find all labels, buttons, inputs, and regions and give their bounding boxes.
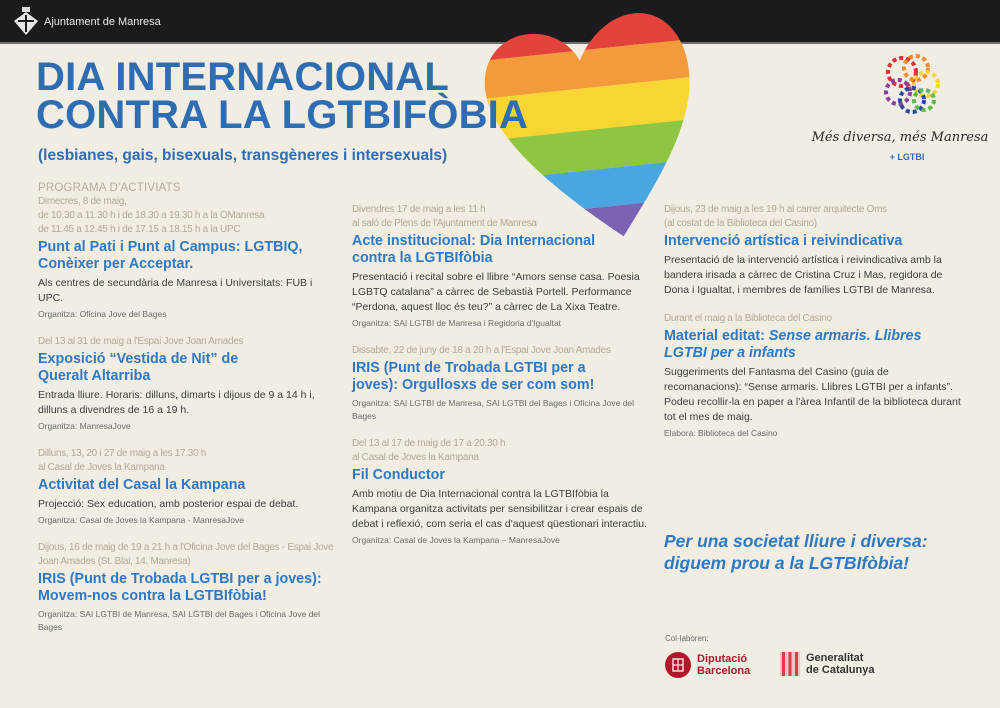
partner-generalitat	[780, 652, 874, 676]
program-column-3	[664, 203, 964, 454]
event-item	[352, 344, 652, 423]
event-date: Dissabte, 22 de juny de 18 a 20 h a l'Espai Jove Joan Amades	[352, 345, 611, 356]
event-organizer: Organitza: Casal de Joves la Kampana – ManresaJove	[352, 535, 560, 545]
collaborators-label: Col·laboren:	[665, 634, 709, 643]
event-date: Del 13 al 31 de maig a l'Espai Jove Joan Amades	[38, 336, 244, 347]
event-description: Presentació de la intervenció artística i reivindicativa amb la bandera irisada a càrrec de Cristina Cruz i Mas, regidora de Dona i Igualtat, i membres de famílies LGTBI de Manresa.	[664, 254, 943, 296]
motto	[664, 530, 984, 574]
event-title: Punt al Pati i Punt al Campus: LGTBIQ, Conèixer per Acceptar.	[38, 239, 303, 272]
event-date: Dijous, 23 de maig a les 19 h al carrer arquitecte Oms	[664, 204, 887, 215]
event-organizer: Organitza: Oficina Jove del Bages	[38, 309, 167, 319]
partner-name-line: Diputació	[697, 653, 748, 665]
motto-line-1: Per una societat lliure i diversa:	[664, 531, 928, 551]
partner-name	[697, 653, 750, 677]
event-date: Durant el maig a la Biblioteca del Casino	[664, 313, 832, 324]
event-title-italic: Sense armaris. Llibres LGTBI per a infants	[664, 328, 922, 361]
page-title	[36, 55, 529, 137]
event-item	[38, 195, 338, 321]
event-title	[664, 328, 964, 362]
brand-tag: + LGTBI	[889, 152, 925, 162]
event-organizer: Organitza: SAI LGTBI de Manresa, SAI LGTBI del Bages i Oficina Jove del Bages	[38, 609, 321, 632]
event-item	[664, 312, 964, 440]
event-description: Als centres de secundària de Manresa i Universitats: FUB i UPC.	[38, 277, 313, 304]
event-item	[38, 541, 338, 634]
event-organizer: Organitza: SAI LGTBI de Manresa, SAI LGTBI del Bages i Oficina Jove del Bages	[352, 398, 635, 421]
event-description: Presentació i recital sobre el llibre “Amors sense casa. Poesia LGBTQ catalana” a càrrec de Sebastià Portell. Performance “Perdona, aquest lloc és teu?” a càrrec de La Xixa Teatre.	[352, 271, 640, 313]
partner-diputacio	[665, 652, 750, 678]
event-organizer: Organitza: Casal de Joves la Kampana - ManresaJove	[38, 515, 244, 525]
page-subtitle: (lesbianes, gais, bisexuals, transgèneres i intersexuals)	[38, 147, 448, 164]
partner-name-line: de Catalunya	[806, 664, 875, 676]
event-location: al Casal de Joves la Kampana	[352, 452, 479, 463]
event-title: Intervenció artística i reivindicativa	[664, 233, 903, 249]
event-description: Entrada lliure. Horaris: dilluns, dimarts i dijous de 9 a 14 h i, dilluns a divendres de 16 a 19 h.	[38, 389, 315, 416]
motto-line-2: diguem prou a la LGTBIfòbia!	[664, 553, 909, 573]
senyera-icon	[780, 652, 800, 676]
diputacio-seal-icon	[665, 652, 691, 678]
event-date: Dijous, 16 de maig de 19 a 21 h a l'Oficina Jove del Bages - Espai Jove Joan Amades (St. Blai, 14. Manresa)	[38, 542, 334, 567]
diversity-flower-icon	[832, 48, 982, 133]
title-line-2: CONTRA LA LGTBIFÒBIA	[36, 93, 529, 137]
event-description: Projecció: Sex education, amb posterior espai de debat.	[38, 498, 299, 510]
event-item	[38, 335, 338, 433]
event-location: (al costat de la Biblioteca del Casino)	[664, 218, 817, 229]
event-organizer: Elabora: Biblioteca del Casino	[664, 428, 778, 438]
brand-slogan: Més diversa, més Manresa	[811, 130, 989, 145]
event-description: Suggeriments del Fantasma del Casino (guia de recomanacions): “Sense armaris. Llibres LGTBI per a infants”. Podeu recollir-la en paper a l'àrea Infantil de la biblioteca durant tot el mes de maig.	[664, 366, 961, 423]
event-title: Exposició “Vestida de Nit” de Queralt Altarriba	[38, 351, 239, 384]
event-time: de 10.30 a 11.30 h i de 18.30 a 19.30 h a la OManresa	[38, 210, 265, 221]
brand-logo	[811, 48, 989, 168]
event-item	[352, 437, 652, 547]
event-title: Acte institucional: Dia Internacional contra la LGTBIfòbia	[352, 233, 596, 266]
event-date: Dilluns, 13, 20 i 27 de maig a les 17.30 h	[38, 448, 207, 459]
partner-name-line: Barcelona	[697, 665, 751, 677]
event-title: Fil Conductor	[352, 467, 445, 483]
title-line-1: DIA INTERNACIONAL	[36, 55, 450, 99]
event-location: al saló de Plens de l'Ajuntament de Manresa	[352, 218, 537, 229]
partner-name	[806, 652, 874, 676]
event-organizer: Organitza: SAI LGTBI de Manresa i Regidoria d'Igualtat	[352, 318, 562, 328]
event-date: Del 13 al 17 de maig de 17 a 20.30 h	[352, 438, 506, 449]
partner-name-line: Generalitat	[806, 652, 864, 664]
event-date: Dimecres, 8 de maig,	[38, 196, 127, 207]
event-title: IRIS (Punt de Trobada LGTBI per a joves): Orgullosxs de ser com som!	[352, 360, 595, 393]
event-title-plain: Material editat:	[664, 328, 769, 344]
event-description: Amb motiu de Dia Internacional contra la LGTBIfòbia la Kampana organitza activitats per sensibilitzar i crear espais de debat i reflexió, com seria el cas d'aquest qüestionari interactiu.	[352, 488, 647, 530]
event-location: al Casal de Joves la Kampana	[38, 462, 165, 473]
event-title: IRIS (Punt de Trobada LGTBI per a joves): Movem-nos contra la LGTBIfòbia!	[38, 571, 322, 604]
program-column-2	[352, 203, 652, 561]
program-column-1	[38, 182, 338, 648]
event-organizer: Organitza: ManresaJove	[38, 421, 131, 431]
city-crest-icon	[12, 7, 40, 37]
organization-name: Ajuntament de Manresa	[44, 16, 161, 28]
event-time: de 11.45 a 12.45 h i de 17.15 a 18.15 h a la UPC	[38, 224, 241, 235]
program-label: PROGRAMA D'ACTIVIATS	[38, 182, 181, 194]
event-date: Divendres 17 de maig a les 11 h	[352, 204, 486, 215]
event-item	[38, 447, 338, 527]
event-item	[664, 203, 964, 298]
event-title: Activitat del Casal la Kampana	[38, 477, 246, 493]
